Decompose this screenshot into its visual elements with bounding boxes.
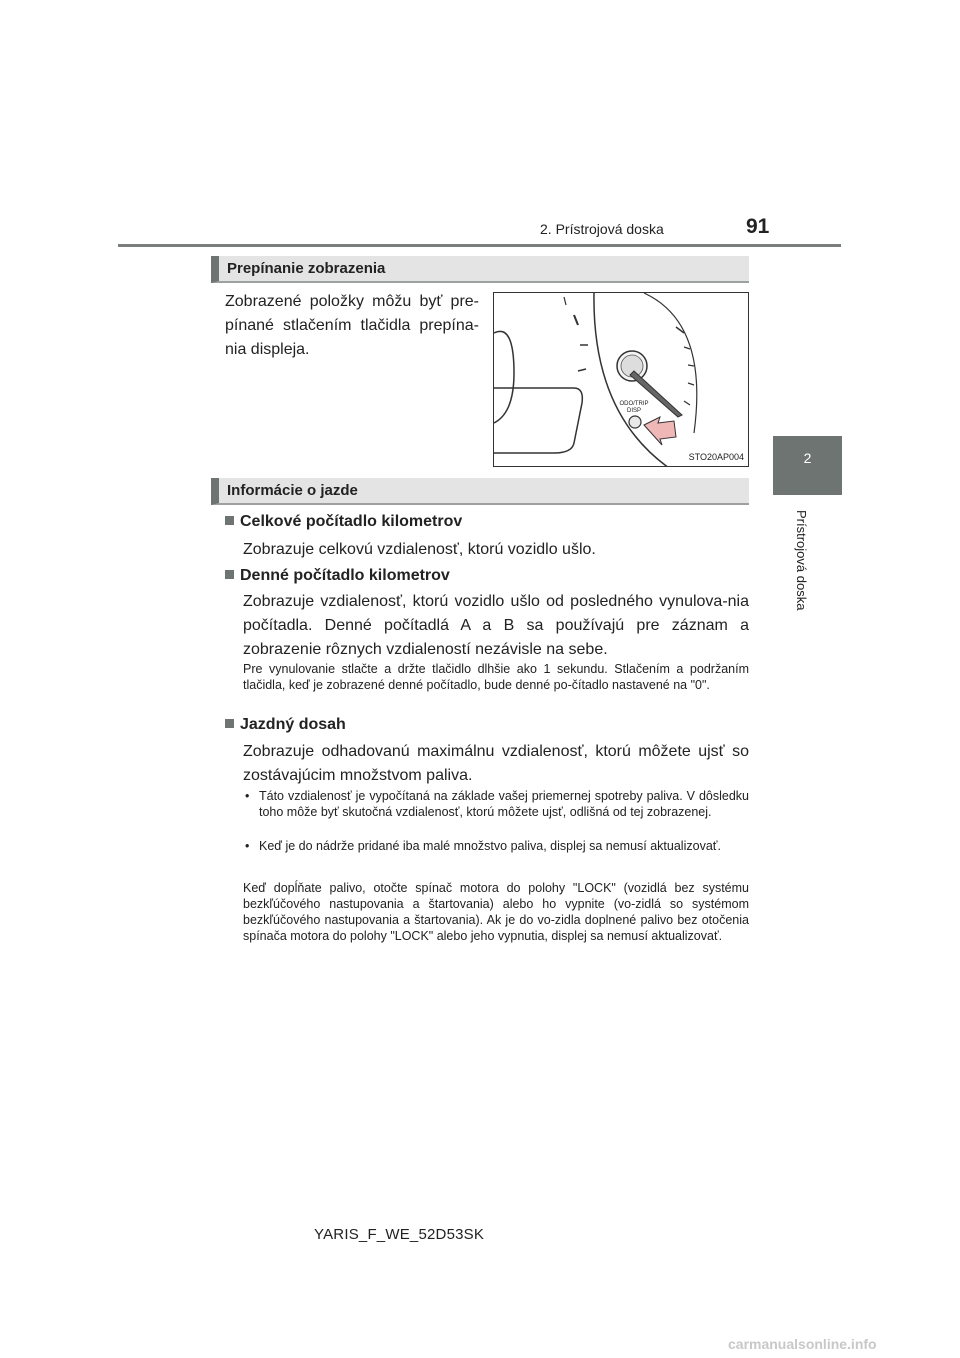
trip-text: Zobrazuje vzdialenosť, ktorú vozidlo ušlo od posledného vynulova-nia počítadla. Denné počítadlá A a B sa používajú pre záznam a zobrazenie rôznych vzdialeností nezávisle na sebe. bbox=[243, 593, 749, 658]
bullet-dot-icon: • bbox=[245, 789, 250, 803]
chapter-tab-number: 2 bbox=[803, 450, 812, 466]
odometer-text: Zobrazuje celkovú vzdialenosť, ktorú vozidlo ušlo. bbox=[243, 541, 596, 558]
trip-note: Pre vynulovanie stlačte a držte tlačidlo dlhšie ako 1 sekundu. Stlačením a podržaním tlačidla, keď je zobrazené denné počítadlo, bude denné po-čítadlo nastavené na "0". bbox=[243, 662, 749, 692]
square-bullet-icon bbox=[225, 516, 234, 525]
section-title: 2. Prístrojová doska bbox=[540, 221, 664, 237]
section-heading-switching bbox=[211, 256, 749, 283]
header-divider bbox=[118, 244, 841, 247]
figure-code: STO20AP004 bbox=[688, 452, 744, 462]
bullet-dot-icon: • bbox=[245, 839, 250, 853]
page-number: 91 bbox=[746, 215, 770, 238]
square-bullet-icon bbox=[225, 570, 234, 579]
section-heading-text: Prepínanie zobrazenia bbox=[227, 260, 386, 277]
footer-code: YARIS_F_WE_52D53SK bbox=[314, 1226, 485, 1243]
section-heading-text: Informácie o jazde bbox=[227, 482, 358, 499]
chapter-tab-label: Prístrojová doska bbox=[794, 510, 809, 611]
trip-heading: Denné počítadlo kilometrov bbox=[225, 567, 450, 585]
range-bullet-2: • Keď je do nádrže pridané iba malé množstvo paliva, displej sa nemusí aktualizovať. bbox=[245, 839, 721, 853]
odo-trip-label: ODO/TRIP DISP bbox=[619, 401, 649, 414]
range-text: Zobrazuje odhadovanú maximálnu vzdialenosť, ktorú môžete ujsť so zostávajúcim množstvom paliva. bbox=[243, 743, 749, 784]
watermark: carmanualsonline.info bbox=[728, 1336, 877, 1352]
odometer-heading: Celkové počítadlo kilometrov bbox=[225, 513, 462, 531]
range-note: Keď dopĺňate palivo, otočte spínač motora do polohy "LOCK" (vozidlá bez systému bezkľúčového nastupovania a štartovania) alebo ho vypnite (vo-zidlá so systémom bezkľúčového nastupovania a štartovania). Ak je do vo-zidla doplnené palivo bez otočenia spínača motora do polohy "LOCK" alebo jeho vypnutia, displej sa nemusí aktualizovať. bbox=[243, 881, 749, 943]
instrument-cluster-illustration bbox=[493, 292, 749, 467]
square-bullet-icon bbox=[225, 719, 234, 728]
cluster-drawing bbox=[494, 293, 749, 467]
section-heading-driving-info bbox=[211, 478, 749, 505]
intro-paragraph: Zobrazené položky môžu byť pre-pínané stlačením tlačidla prepína-nia displeja. bbox=[225, 293, 479, 358]
range-heading: Jazdný dosah bbox=[225, 716, 346, 734]
range-bullet-1: • Táto vzdialenosť je vypočítaná na základe vašej priemernej spotreby paliva. V dôsledku toho môže byť skutočná vzdialenosť, ktorú môžete ujsť, odlišná od tej zobrazenej. bbox=[245, 789, 749, 819]
